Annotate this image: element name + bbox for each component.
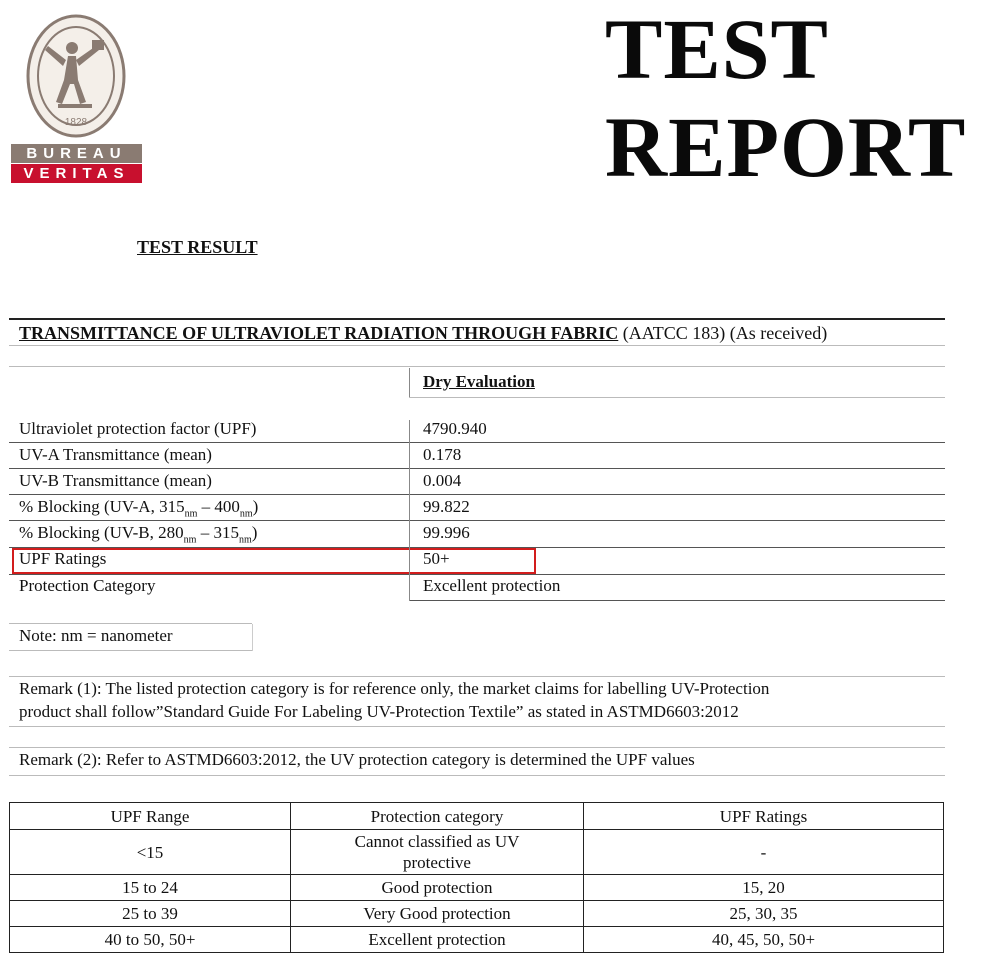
report-title-line1: TEST [605, 1, 829, 97]
section-heading-method: (AATCC 183) (As received) [618, 323, 828, 343]
note-text: Note: nm = nanometer [19, 626, 173, 645]
table-cell-ratings: - [584, 830, 944, 875]
logo-bureau-bar: BUREAU [11, 144, 142, 163]
result-label-blocking-uva: % Blocking (UV-A, $315_{nm} - 400_{nm}$) [19, 497, 259, 520]
rule [9, 318, 945, 320]
result-label-protection-category: Protection Category [19, 576, 156, 595]
table-row [10, 830, 944, 875]
table-cell-ratings: 40, 45, 50, 50+ [584, 927, 944, 953]
result-value-blocking-uva: 99.822 [423, 497, 470, 516]
table-cell-category: Good protection [291, 875, 584, 901]
remark2-text: Remark (2): Refer to ASTMD6603:2012, the UV protection category is determined the UPF values [19, 750, 695, 769]
seal-year: 1828 [64, 117, 88, 128]
table-row [10, 927, 944, 953]
result-value-uvb: 0.004 [423, 471, 462, 490]
result-value-blocking-uvb: 99.996 [423, 523, 470, 542]
seal-icon [8, 10, 144, 142]
result-value-upf-ratings: 50+ [423, 549, 450, 568]
result-label-upf-ratings: UPF Ratings [19, 549, 107, 568]
remark1-line1: Remark (1): The listed protection category is for reference only, the market claims for labelling UV-Protection [19, 679, 770, 698]
table-header-row [10, 803, 944, 830]
table-cell-range: 15 to 24 [10, 875, 291, 901]
section-heading-bold: TRANSMITTANCE OF ULTRAVIOLET RADIATION THROUGH FABRIC [19, 323, 619, 343]
table-cell-category: Cannot classified as UV protective [291, 830, 584, 875]
table-header: UPF Ratings [584, 803, 944, 830]
result-label-uva: UV-A Transmittance (mean) [19, 445, 212, 464]
result-value-uva: 0.178 [423, 445, 462, 464]
result-label-blocking-uvb: % Blocking (UV-B, $280_{nm} - 315_{nm}$) [19, 523, 258, 546]
table-cell-category: Very Good protection [291, 901, 584, 927]
table-cell-range: 25 to 39 [10, 901, 291, 927]
table-header: UPF Range [10, 803, 291, 830]
result-value-upf: 4790.940 [423, 419, 487, 438]
table-row [10, 901, 944, 927]
report-title-line2: REPORT [605, 99, 967, 195]
test-result-heading: TEST RESULT [137, 237, 258, 257]
table-cell-ratings: 15, 20 [584, 875, 944, 901]
table-cell-range: <15 [10, 830, 291, 875]
result-value-protection-category: Excellent protection [423, 576, 561, 595]
table-cell-category: Excellent protection [291, 927, 584, 953]
table-cell-range: 40 to 50, 50+ [10, 927, 291, 953]
table-row [10, 875, 944, 901]
bureau-veritas-logo [8, 10, 144, 182]
result-label-upf: Ultraviolet protection factor (UPF) [19, 419, 257, 438]
table-cell-ratings: 25, 30, 35 [584, 901, 944, 927]
table-header: Protection category [291, 803, 584, 830]
remark1-line2: product shall follow”Standard Guide For Labeling UV-Protection Textile” as stated in ASTMD6603:2012 [19, 702, 739, 721]
section-heading [19, 323, 827, 344]
dry-evaluation-header: Dry Evaluation [423, 372, 535, 391]
upf-ratings-highlight [12, 548, 536, 574]
upf-category-table [9, 802, 944, 953]
logo-veritas-bar: VERITAS [11, 164, 142, 183]
result-label-uvb: UV-B Transmittance (mean) [19, 471, 212, 490]
